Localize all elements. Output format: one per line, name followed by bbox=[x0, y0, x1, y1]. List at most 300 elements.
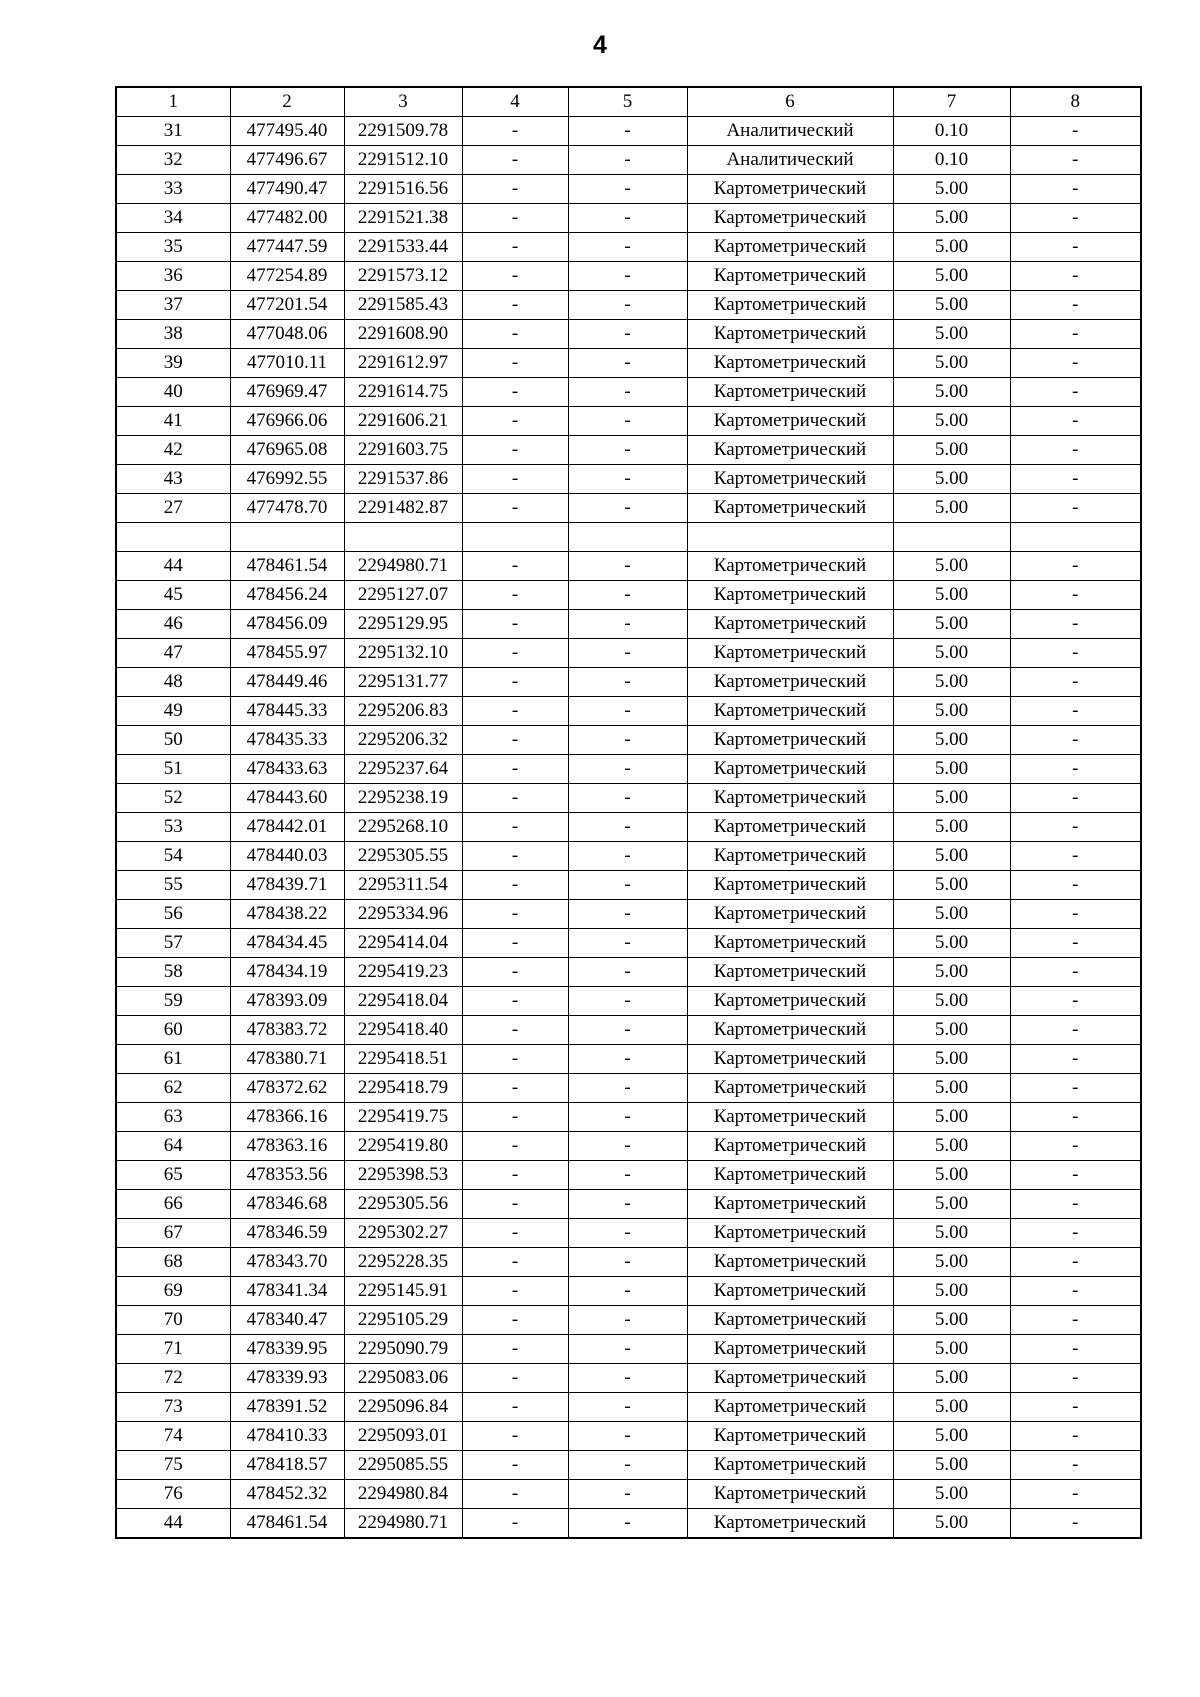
table-cell: 5.00 bbox=[893, 842, 1010, 871]
table-cell: 64 bbox=[116, 1132, 230, 1161]
table-cell: - bbox=[568, 929, 687, 958]
table-cell: 5.00 bbox=[893, 610, 1010, 639]
table-cell: - bbox=[568, 1103, 687, 1132]
table-cell: 46 bbox=[116, 610, 230, 639]
table-row bbox=[116, 1335, 1141, 1364]
table-cell: 2295311.54 bbox=[344, 871, 462, 900]
table-cell: 477495.40 bbox=[230, 117, 344, 146]
table-row bbox=[116, 1509, 1141, 1539]
table-cell: - bbox=[1010, 1190, 1141, 1219]
table-cell: 2291573.12 bbox=[344, 262, 462, 291]
table-cell: - bbox=[1010, 291, 1141, 320]
table-cell: 5.00 bbox=[893, 1219, 1010, 1248]
table-cell: - bbox=[462, 1045, 568, 1074]
table-cell: - bbox=[1010, 1393, 1141, 1422]
table-cell: 33 bbox=[116, 175, 230, 204]
table-row bbox=[116, 1016, 1141, 1045]
table-row bbox=[116, 929, 1141, 958]
table-cell: Картометрический bbox=[687, 900, 893, 929]
table-cell: 477496.67 bbox=[230, 146, 344, 175]
table-cell: - bbox=[568, 813, 687, 842]
table-cell: - bbox=[568, 407, 687, 436]
table-cell: 478339.95 bbox=[230, 1335, 344, 1364]
table-cell: 476969.47 bbox=[230, 378, 344, 407]
table-cell: 5.00 bbox=[893, 581, 1010, 610]
table-cell: - bbox=[462, 581, 568, 610]
table-cell: 2295419.75 bbox=[344, 1103, 462, 1132]
table-cell: - bbox=[462, 407, 568, 436]
table-cell: Картометрический bbox=[687, 1509, 893, 1539]
table-cell: Картометрический bbox=[687, 1074, 893, 1103]
column-header-3: 3 bbox=[344, 87, 462, 117]
table-cell: - bbox=[1010, 1509, 1141, 1539]
table-cell: 72 bbox=[116, 1364, 230, 1393]
table-cell: 2291533.44 bbox=[344, 233, 462, 262]
table-cell: 478456.09 bbox=[230, 610, 344, 639]
table-cell: 41 bbox=[116, 407, 230, 436]
table-cell: - bbox=[1010, 436, 1141, 465]
table-cell: Картометрический bbox=[687, 668, 893, 697]
table-row bbox=[116, 1161, 1141, 1190]
table-cell: - bbox=[462, 1480, 568, 1509]
table-cell: - bbox=[568, 1306, 687, 1335]
table-cell: 478372.62 bbox=[230, 1074, 344, 1103]
table-cell: 44 bbox=[116, 552, 230, 581]
table-cell: - bbox=[462, 871, 568, 900]
table-cell: Картометрический bbox=[687, 1306, 893, 1335]
table-cell: 478449.46 bbox=[230, 668, 344, 697]
table-cell: - bbox=[1010, 233, 1141, 262]
table-cell: 5.00 bbox=[893, 1364, 1010, 1393]
table-cell: 478440.03 bbox=[230, 842, 344, 871]
table-header bbox=[116, 87, 1141, 117]
table-cell: 57 bbox=[116, 929, 230, 958]
table-cell: 5.00 bbox=[893, 175, 1010, 204]
table-cell: 5.00 bbox=[893, 784, 1010, 813]
table-cell: 2295305.56 bbox=[344, 1190, 462, 1219]
table-cell: - bbox=[1010, 1016, 1141, 1045]
table-cell: 2295131.77 bbox=[344, 668, 462, 697]
table-cell: - bbox=[1010, 1132, 1141, 1161]
table-cell: 478443.60 bbox=[230, 784, 344, 813]
table-cell: - bbox=[462, 1393, 568, 1422]
table-row bbox=[116, 842, 1141, 871]
table-cell: 478346.59 bbox=[230, 1219, 344, 1248]
table-cell: 2295105.29 bbox=[344, 1306, 462, 1335]
table-cell: - bbox=[568, 552, 687, 581]
table-cell: 5.00 bbox=[893, 1480, 1010, 1509]
table-cell bbox=[344, 523, 462, 552]
table-cell: - bbox=[568, 1219, 687, 1248]
table-row bbox=[116, 1393, 1141, 1422]
table-cell: 478461.54 bbox=[230, 1509, 344, 1539]
table-cell: 2295418.79 bbox=[344, 1074, 462, 1103]
table-row bbox=[116, 1045, 1141, 1074]
table-cell: 2291509.78 bbox=[344, 117, 462, 146]
table-cell: 2295132.10 bbox=[344, 639, 462, 668]
table-cell: 48 bbox=[116, 668, 230, 697]
table-cell: 2295206.32 bbox=[344, 726, 462, 755]
table-cell: 35 bbox=[116, 233, 230, 262]
column-header-7: 7 bbox=[893, 87, 1010, 117]
table-cell: - bbox=[568, 1364, 687, 1393]
table-cell: 5.00 bbox=[893, 1248, 1010, 1277]
table-cell: 5.00 bbox=[893, 668, 1010, 697]
table-cell: - bbox=[462, 117, 568, 146]
table-cell: - bbox=[1010, 117, 1141, 146]
table-cell: Картометрический bbox=[687, 784, 893, 813]
table-cell: 36 bbox=[116, 262, 230, 291]
table-body bbox=[116, 117, 1141, 1539]
table-cell: 2295127.07 bbox=[344, 581, 462, 610]
table-cell: - bbox=[568, 871, 687, 900]
table-cell: Картометрический bbox=[687, 349, 893, 378]
table-cell: 5.00 bbox=[893, 262, 1010, 291]
table-cell: 2295083.06 bbox=[344, 1364, 462, 1393]
table-cell: 2295302.27 bbox=[344, 1219, 462, 1248]
table-cell: 5.00 bbox=[893, 1103, 1010, 1132]
table-cell: - bbox=[462, 1364, 568, 1393]
table-cell: - bbox=[1010, 349, 1141, 378]
table-cell: Картометрический bbox=[687, 1335, 893, 1364]
table-cell: Картометрический bbox=[687, 291, 893, 320]
table-cell: - bbox=[462, 291, 568, 320]
table-cell: - bbox=[568, 1451, 687, 1480]
table-cell: - bbox=[1010, 262, 1141, 291]
table-cell: - bbox=[568, 1132, 687, 1161]
table-cell: 5.00 bbox=[893, 639, 1010, 668]
table-cell: 478343.70 bbox=[230, 1248, 344, 1277]
table-row bbox=[116, 233, 1141, 262]
table-cell: 38 bbox=[116, 320, 230, 349]
table-cell: 478418.57 bbox=[230, 1451, 344, 1480]
table-cell: 2295085.55 bbox=[344, 1451, 462, 1480]
table-cell: - bbox=[1010, 900, 1141, 929]
table-cell: 478434.45 bbox=[230, 929, 344, 958]
table-cell: - bbox=[1010, 668, 1141, 697]
table-cell: 2295206.83 bbox=[344, 697, 462, 726]
table-cell: 5.00 bbox=[893, 291, 1010, 320]
table-cell: 59 bbox=[116, 987, 230, 1016]
table-cell: Аналитический bbox=[687, 117, 893, 146]
table-row bbox=[116, 378, 1141, 407]
table-cell: - bbox=[462, 436, 568, 465]
table-cell: 5.00 bbox=[893, 552, 1010, 581]
table-cell: 67 bbox=[116, 1219, 230, 1248]
table-cell: - bbox=[462, 784, 568, 813]
table-cell: - bbox=[568, 1045, 687, 1074]
table-cell: - bbox=[568, 494, 687, 523]
table-cell: 49 bbox=[116, 697, 230, 726]
table-cell: - bbox=[1010, 726, 1141, 755]
table-cell: - bbox=[462, 146, 568, 175]
table-cell: - bbox=[462, 262, 568, 291]
table-cell: - bbox=[1010, 842, 1141, 871]
table-cell: - bbox=[568, 291, 687, 320]
table-cell: - bbox=[568, 204, 687, 233]
table-row bbox=[116, 755, 1141, 784]
table-cell: 5.00 bbox=[893, 1393, 1010, 1422]
table-row bbox=[116, 436, 1141, 465]
table-cell: 478393.09 bbox=[230, 987, 344, 1016]
table-cell: - bbox=[462, 175, 568, 204]
table-cell: - bbox=[1010, 1335, 1141, 1364]
table-row bbox=[116, 1306, 1141, 1335]
table-cell: Картометрический bbox=[687, 436, 893, 465]
table-cell: 63 bbox=[116, 1103, 230, 1132]
table-cell: 2295414.04 bbox=[344, 929, 462, 958]
table-row bbox=[116, 1480, 1141, 1509]
table-row bbox=[116, 726, 1141, 755]
table-cell: 5.00 bbox=[893, 987, 1010, 1016]
table-cell: 5.00 bbox=[893, 1277, 1010, 1306]
table-cell: 2295145.91 bbox=[344, 1277, 462, 1306]
table-cell: Картометрический bbox=[687, 262, 893, 291]
table-cell: 2295305.55 bbox=[344, 842, 462, 871]
table-cell: 5.00 bbox=[893, 1074, 1010, 1103]
table-row bbox=[116, 958, 1141, 987]
table-cell: 478410.33 bbox=[230, 1422, 344, 1451]
table-cell: 2291608.90 bbox=[344, 320, 462, 349]
table-cell: 478452.32 bbox=[230, 1480, 344, 1509]
table-cell: 74 bbox=[116, 1422, 230, 1451]
table-cell: 478341.34 bbox=[230, 1277, 344, 1306]
table-cell: 39 bbox=[116, 349, 230, 378]
table-cell: 5.00 bbox=[893, 755, 1010, 784]
table-cell: 31 bbox=[116, 117, 230, 146]
table-row bbox=[116, 146, 1141, 175]
table-cell: - bbox=[568, 842, 687, 871]
table-cell: - bbox=[462, 1161, 568, 1190]
table-cell: 478438.22 bbox=[230, 900, 344, 929]
table-row bbox=[116, 1248, 1141, 1277]
table-cell: Картометрический bbox=[687, 494, 893, 523]
table-cell: 2291606.21 bbox=[344, 407, 462, 436]
table-row bbox=[116, 1219, 1141, 1248]
table-cell: 477048.06 bbox=[230, 320, 344, 349]
table-cell: - bbox=[1010, 1277, 1141, 1306]
table-row bbox=[116, 1277, 1141, 1306]
table-cell: - bbox=[1010, 378, 1141, 407]
table-cell: - bbox=[462, 204, 568, 233]
table-cell: - bbox=[462, 1103, 568, 1132]
table-cell: 476965.08 bbox=[230, 436, 344, 465]
table-cell: Картометрический bbox=[687, 610, 893, 639]
table-cell: - bbox=[1010, 1306, 1141, 1335]
table-cell: Картометрический bbox=[687, 1219, 893, 1248]
table-cell: 5.00 bbox=[893, 1509, 1010, 1539]
table-cell: - bbox=[462, 1509, 568, 1539]
table-cell: - bbox=[1010, 1045, 1141, 1074]
table-cell: - bbox=[568, 958, 687, 987]
table-cell: - bbox=[1010, 465, 1141, 494]
table-cell: 5.00 bbox=[893, 465, 1010, 494]
table-cell: - bbox=[462, 465, 568, 494]
table-cell: 478340.47 bbox=[230, 1306, 344, 1335]
table-cell: 478391.52 bbox=[230, 1393, 344, 1422]
table-cell: 2295090.79 bbox=[344, 1335, 462, 1364]
table-cell: 5.00 bbox=[893, 349, 1010, 378]
table-cell: - bbox=[462, 1219, 568, 1248]
table-row bbox=[116, 1422, 1141, 1451]
table-cell bbox=[230, 523, 344, 552]
table-cell: - bbox=[462, 929, 568, 958]
table-cell: - bbox=[462, 610, 568, 639]
table-cell: 2291585.43 bbox=[344, 291, 462, 320]
table-cell: 2291614.75 bbox=[344, 378, 462, 407]
table-cell: 5.00 bbox=[893, 320, 1010, 349]
table-cell: 2295093.01 bbox=[344, 1422, 462, 1451]
column-header-1: 1 bbox=[116, 87, 230, 117]
table-cell: 478339.93 bbox=[230, 1364, 344, 1393]
table-cell: - bbox=[1010, 407, 1141, 436]
table-cell: Картометрический bbox=[687, 175, 893, 204]
table-cell: - bbox=[568, 581, 687, 610]
table-cell: 5.00 bbox=[893, 900, 1010, 929]
table-row bbox=[116, 668, 1141, 697]
table-cell: Картометрический bbox=[687, 1016, 893, 1045]
table-cell: 478353.56 bbox=[230, 1161, 344, 1190]
table-cell: 478442.01 bbox=[230, 813, 344, 842]
table-cell: - bbox=[568, 1393, 687, 1422]
table-cell: 27 bbox=[116, 494, 230, 523]
table-cell: - bbox=[1010, 987, 1141, 1016]
table-cell: Картометрический bbox=[687, 987, 893, 1016]
table-cell bbox=[568, 523, 687, 552]
table-cell: - bbox=[568, 1248, 687, 1277]
page-number: 4 bbox=[593, 31, 607, 59]
table-cell: 2295398.53 bbox=[344, 1161, 462, 1190]
table-cell: 477478.70 bbox=[230, 494, 344, 523]
table-cell: 2295418.04 bbox=[344, 987, 462, 1016]
table-cell: 5.00 bbox=[893, 407, 1010, 436]
table-row bbox=[116, 494, 1141, 523]
table-cell: - bbox=[462, 1248, 568, 1277]
table-cell: - bbox=[568, 755, 687, 784]
table-cell: - bbox=[462, 726, 568, 755]
header-row bbox=[116, 87, 1141, 117]
table-cell: - bbox=[568, 146, 687, 175]
table-cell: 58 bbox=[116, 958, 230, 987]
table-cell: 50 bbox=[116, 726, 230, 755]
table-cell: 476966.06 bbox=[230, 407, 344, 436]
table-cell: 70 bbox=[116, 1306, 230, 1335]
table-cell: - bbox=[568, 639, 687, 668]
table-cell: Картометрический bbox=[687, 1161, 893, 1190]
table-cell: 69 bbox=[116, 1277, 230, 1306]
table-cell: Картометрический bbox=[687, 1190, 893, 1219]
table-cell: 5.00 bbox=[893, 1132, 1010, 1161]
table-cell: - bbox=[1010, 1422, 1141, 1451]
table-cell: 32 bbox=[116, 146, 230, 175]
table-cell: - bbox=[1010, 146, 1141, 175]
table-cell: - bbox=[462, 1074, 568, 1103]
table-cell: - bbox=[568, 1509, 687, 1539]
table-cell: - bbox=[462, 1451, 568, 1480]
table-cell: - bbox=[462, 1277, 568, 1306]
table-cell: - bbox=[462, 378, 568, 407]
table-cell: 54 bbox=[116, 842, 230, 871]
table-cell: 52 bbox=[116, 784, 230, 813]
table-cell: - bbox=[1010, 204, 1141, 233]
table-cell: 2295418.40 bbox=[344, 1016, 462, 1045]
table-cell: Картометрический bbox=[687, 407, 893, 436]
table-cell: 478435.33 bbox=[230, 726, 344, 755]
table-row bbox=[116, 117, 1141, 146]
table-cell: - bbox=[568, 436, 687, 465]
table-cell: - bbox=[1010, 639, 1141, 668]
table-cell: - bbox=[1010, 697, 1141, 726]
table-cell: - bbox=[568, 668, 687, 697]
table-cell: - bbox=[1010, 581, 1141, 610]
table-cell: - bbox=[462, 349, 568, 378]
table-row bbox=[116, 871, 1141, 900]
table-cell: - bbox=[462, 813, 568, 842]
table-cell: Картометрический bbox=[687, 1422, 893, 1451]
table-cell: 5.00 bbox=[893, 378, 1010, 407]
table-cell: 478461.54 bbox=[230, 552, 344, 581]
table-cell: 478455.97 bbox=[230, 639, 344, 668]
table-cell: 5.00 bbox=[893, 233, 1010, 262]
table-cell: - bbox=[568, 262, 687, 291]
table-cell: 65 bbox=[116, 1161, 230, 1190]
table-cell: - bbox=[462, 1335, 568, 1364]
column-header-5: 5 bbox=[568, 87, 687, 117]
table-cell: - bbox=[568, 349, 687, 378]
table-cell: - bbox=[568, 987, 687, 1016]
table-row bbox=[116, 1074, 1141, 1103]
table-cell: 5.00 bbox=[893, 1016, 1010, 1045]
table-cell: 62 bbox=[116, 1074, 230, 1103]
table-cell: 47 bbox=[116, 639, 230, 668]
table-cell: 5.00 bbox=[893, 1045, 1010, 1074]
table-cell: Аналитический bbox=[687, 146, 893, 175]
table-row bbox=[116, 204, 1141, 233]
table-cell: 40 bbox=[116, 378, 230, 407]
table-row bbox=[116, 407, 1141, 436]
table-cell: - bbox=[568, 175, 687, 204]
table-cell: 478445.33 bbox=[230, 697, 344, 726]
table-cell: - bbox=[568, 1161, 687, 1190]
table-cell: Картометрический bbox=[687, 639, 893, 668]
table-cell bbox=[1010, 523, 1141, 552]
table-cell: - bbox=[568, 1074, 687, 1103]
table-cell: 75 bbox=[116, 1451, 230, 1480]
table-cell: 2295237.64 bbox=[344, 755, 462, 784]
table-cell: 2291521.38 bbox=[344, 204, 462, 233]
table-row bbox=[116, 1103, 1141, 1132]
table-cell: - bbox=[568, 610, 687, 639]
table-cell: Картометрический bbox=[687, 1393, 893, 1422]
table-cell: 2295419.23 bbox=[344, 958, 462, 987]
table-cell: 478380.71 bbox=[230, 1045, 344, 1074]
table-row bbox=[116, 175, 1141, 204]
table-cell: - bbox=[1010, 1161, 1141, 1190]
table-cell: - bbox=[568, 378, 687, 407]
table-cell: 478383.72 bbox=[230, 1016, 344, 1045]
table-cell: 476992.55 bbox=[230, 465, 344, 494]
table-cell: 55 bbox=[116, 871, 230, 900]
table-cell: Картометрический bbox=[687, 320, 893, 349]
table-row bbox=[116, 1132, 1141, 1161]
table-cell: - bbox=[462, 900, 568, 929]
table-cell: 60 bbox=[116, 1016, 230, 1045]
table-cell: - bbox=[462, 842, 568, 871]
table-cell: - bbox=[1010, 1074, 1141, 1103]
table-cell: 5.00 bbox=[893, 1190, 1010, 1219]
table-row bbox=[116, 320, 1141, 349]
table-cell: 5.00 bbox=[893, 871, 1010, 900]
